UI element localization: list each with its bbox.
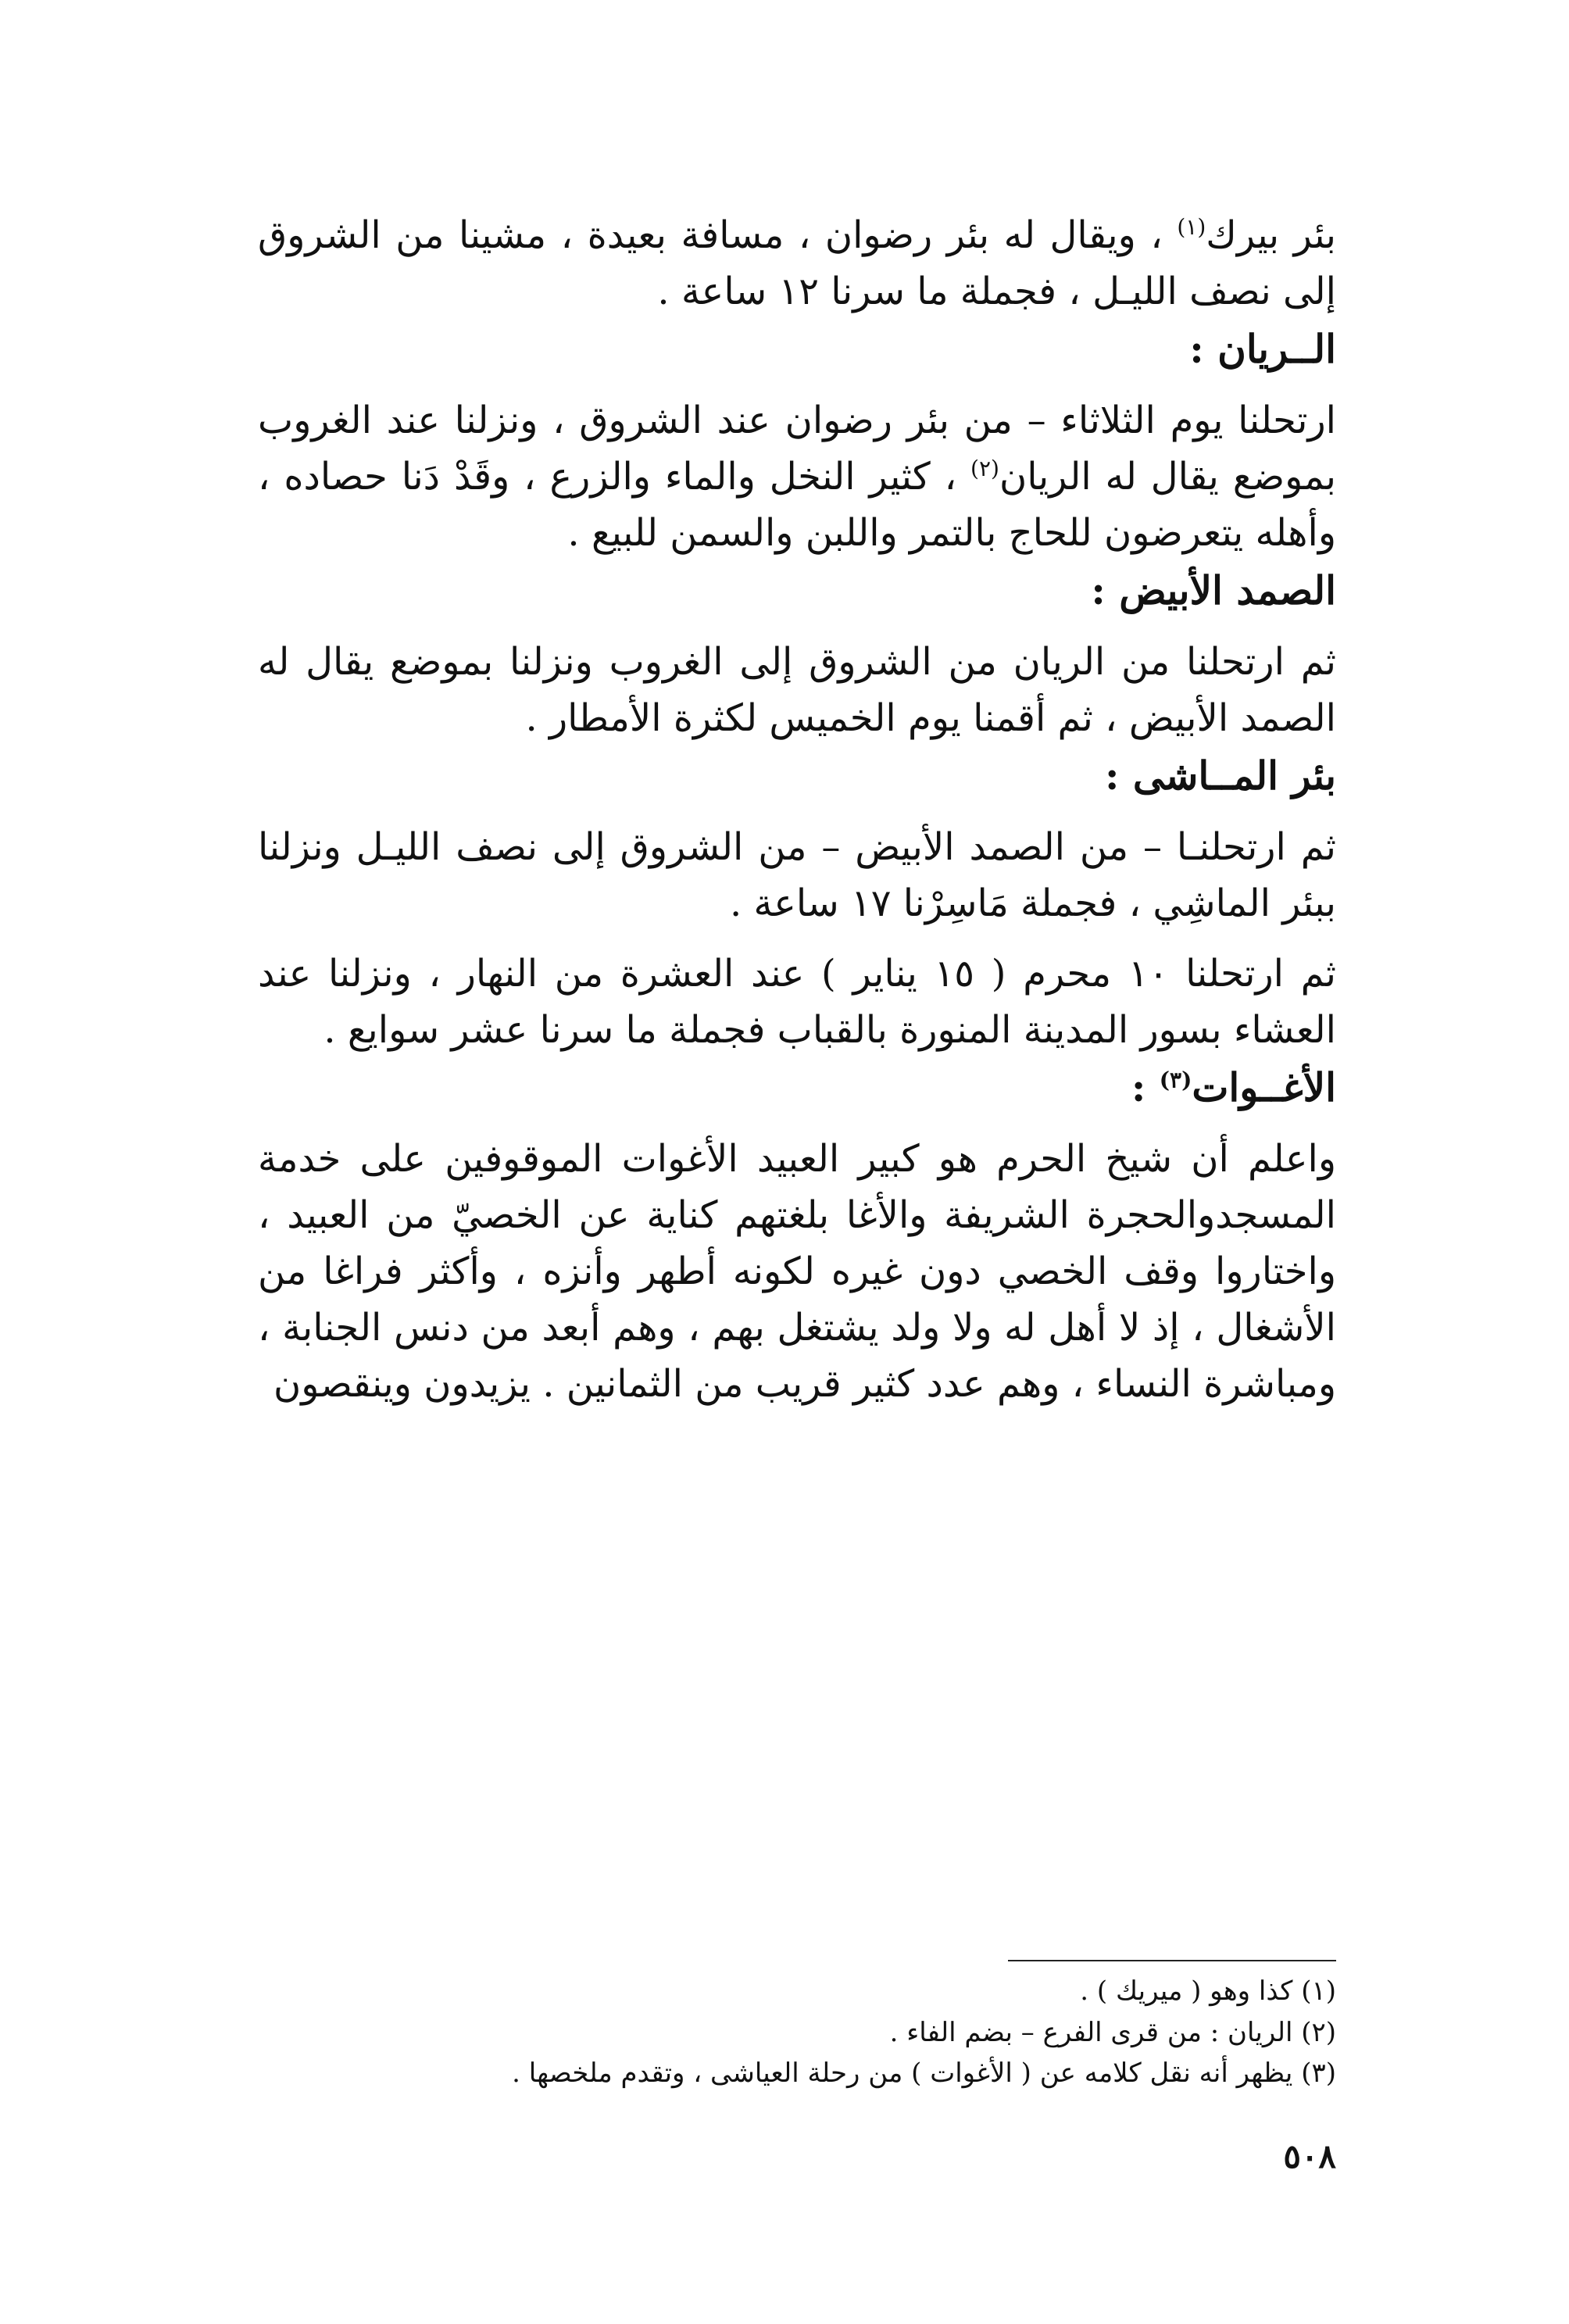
page-number: ٥٠٨ [1283, 2137, 1336, 2176]
section-heading-aghawat [258, 1058, 1336, 1117]
main-text [258, 207, 1336, 1412]
footnote-1: (١) كذا وهو ( ميريك ) . [1080, 1975, 1336, 2007]
heading-text: الأغــوات [1192, 1064, 1336, 1110]
footnote-reference: (٢) [970, 456, 999, 481]
paragraph-bir-mashi: ثم ارتحلنـا – من الصمد الأبيض – من الشروق إلى نصف الليـل ونزلنا ببئر الماشِي ، فجملة مَاسِرْنا ١٧ ساعة . [258, 825, 1336, 925]
paragraph-rayyan [258, 392, 1336, 561]
paragraph-arrival-madina: ثم ارتحلنا ١٠ محرم ( ١٥ يناير ) عند العشرة من النهار ، ونزلنا عند العشاء بسور المدينة المنورة بالقباب فجملة ما سرنا عشر سوايع . [258, 952, 1336, 1052]
paragraph-bir-birk [258, 207, 1336, 320]
paragraph-aghawat: واعلم أن شيخ الحرم هو كبير العبيد الأغوات الموقوفين على خدمة المسجدوالحجرة الشريفة والأغا بلغتهم كناية عن الخصيّ من العبيد ، واختاروا وقف الخصي دون غيره لكونه أطهر وأنزه ، وأكثر فراغا من الأشغال ، إذ لا أهل له ولا ولد يشتغل بهم ، وهم أبعد من دنس الجنابة ، ومباشرة النساء ، وهم عدد كثير قريب من الثمانين . يزيدون وينقصون [258, 1137, 1336, 1406]
footnote-2: (٢) الريان : من قرى الفرع – بضم الفاء . [889, 2016, 1336, 2048]
paragraph-samad-abyad: ثم ارتحلنا من الريان من الشروق إلى الغروب ونزلنا بموضع يقال له الصمد الأبيض ، ثم أقمنا يوم الخميس لكثرة الأمطار . [258, 640, 1336, 740]
section-heading-samad-abyad: الصمد الأبيض : [1091, 567, 1336, 613]
paragraph-text: ارتحلنا يوم الثلاثاء – من بئر رضوان عند الشروق ، ونزلنا عند الغروب بموضع يقال له الريان [258, 399, 1337, 499]
paragraph-text: بئر بيرك [1206, 213, 1336, 257]
paragraph-text: ، كثير النخل والماء والزرع ، وقَدْ دَنا حصاده ، وأهله يتعرضون للحاج بالتمر واللبن والسمن للبيع . [258, 455, 1336, 555]
section-heading-bir-mashi: بئر المــاشى : [1105, 753, 1336, 799]
paragraph-text: ، ويقال له بئر رضوان ، مسافة بعيدة ، مشينا من الشروق إلى نصف الليـل ، فجملة ما سرنا ١٢ ساعة . [258, 213, 1336, 313]
section-heading-rayyan: الــريان : [1189, 326, 1336, 372]
footnote-3: (٣) يظهر أنه نقل كلامه عن ( الأغوات ) من رحلة العياشى ، وتقدم ملخصها . [512, 2058, 1336, 2090]
footnote-reference: (١) [1177, 214, 1206, 240]
footnote-reference: (٣) [1159, 1067, 1192, 1093]
footnote-divider [1008, 1960, 1336, 1961]
footnotes [258, 1971, 1336, 2094]
heading-text: : [1131, 1064, 1160, 1110]
